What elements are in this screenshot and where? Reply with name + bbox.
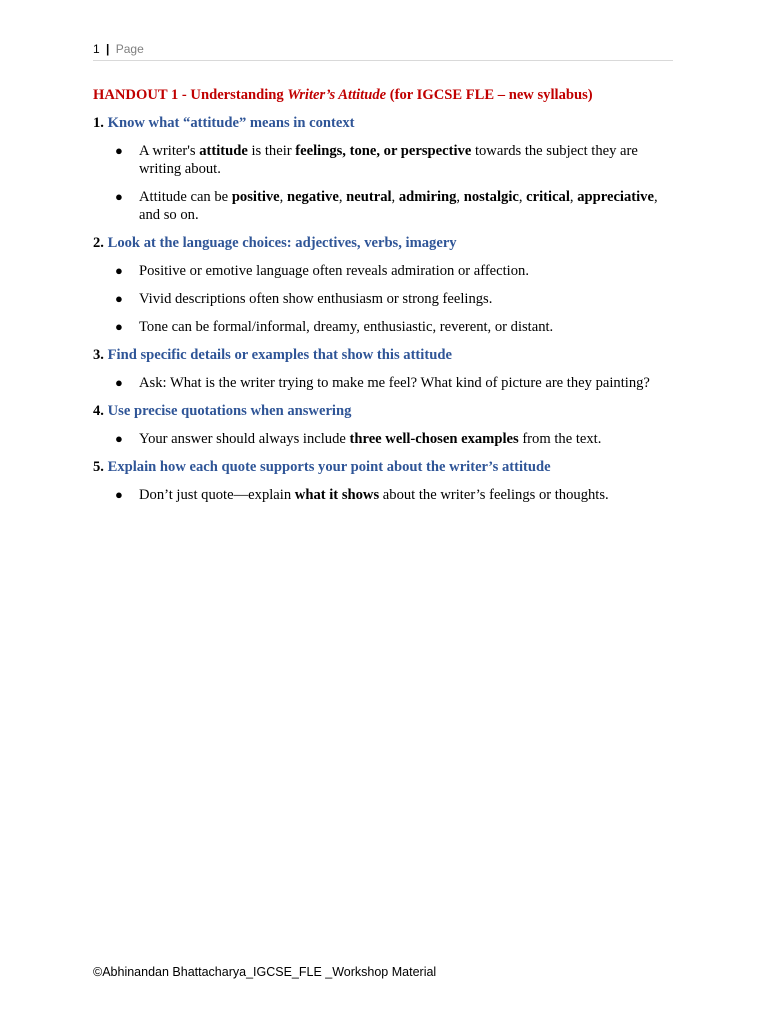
body-text: , and so on. (139, 189, 658, 223)
section-heading-text: Look at the language choices: adjectives, verbs, imagery (107, 235, 457, 251)
body-text: , (279, 189, 287, 205)
bullet-dot-icon: ● (115, 487, 123, 502)
bullet-dot-icon: ● (115, 291, 123, 306)
body-text: Your answer should always include (139, 431, 350, 447)
bullet-dot-icon: ● (115, 143, 123, 158)
bullet-item (93, 290, 673, 308)
body-text: , (569, 189, 578, 205)
body-text: , (338, 189, 347, 205)
bullet-item (93, 430, 673, 448)
title-italic: Writer’s Attitude (287, 87, 387, 103)
handout-title (93, 86, 673, 104)
page-number: 1 (93, 42, 100, 56)
bullet-item (93, 374, 673, 392)
section-number: 2. (93, 235, 104, 251)
body-text: is their (247, 143, 296, 159)
section-heading (93, 346, 673, 364)
section-heading-text: Find specific details or examples that show this attitude (107, 347, 452, 363)
body-text: , (518, 189, 527, 205)
bold-text: critical (526, 189, 570, 205)
body-text: Tone can be formal/informal, dreamy, enthusiastic, reverent, or distant. (139, 319, 554, 335)
bold-text: negative (286, 189, 339, 205)
body-text: , (391, 189, 399, 205)
section-heading (93, 234, 673, 252)
page-header (93, 42, 673, 61)
body-text: from the text. (518, 431, 602, 447)
handout-content (93, 86, 673, 514)
bullet-dot-icon: ● (115, 431, 123, 446)
title-part1: HANDOUT 1 - Understanding (93, 87, 288, 103)
bold-text: nostalgic (463, 189, 519, 205)
title-part2: (for IGCSE FLE – new syllabus) (386, 87, 593, 103)
bullet-list (93, 374, 673, 392)
body-text: A writer's (139, 143, 200, 159)
bullet-dot-icon: ● (115, 319, 123, 334)
section-heading (93, 402, 673, 420)
body-text: about the writer’s feelings or thoughts. (379, 487, 609, 503)
bold-text: admiring (398, 189, 457, 205)
body-text: Positive or emotive language often reveals admiration or affection. (139, 263, 529, 279)
bullet-item (93, 318, 673, 336)
bold-text: appreciative (577, 189, 654, 205)
bullet-item (93, 486, 673, 504)
section-number: 5. (93, 459, 104, 475)
page-separator: | (106, 42, 110, 56)
section-heading (93, 114, 673, 132)
body-text: Ask: What is the writer trying to make me feel? What kind of picture are they painting? (139, 375, 650, 391)
bullet-item (93, 262, 673, 280)
section-heading-text: Know what “attitude” means in context (107, 115, 355, 131)
bold-text: attitude (199, 143, 248, 159)
bold-text: neutral (346, 189, 392, 205)
section-number: 3. (93, 347, 104, 363)
section-number: 4. (93, 403, 104, 419)
section-number: 1. (93, 115, 104, 131)
body-text: towards the subject they are writing about. (139, 143, 638, 177)
section-list (93, 114, 673, 504)
body-text: , (456, 189, 464, 205)
page-footer: ©Abhinandan Bhattacharya_IGCSE_FLE _Workshop Material (93, 965, 437, 979)
bold-text: feelings, tone, or perspective (295, 143, 472, 159)
section-heading (93, 458, 673, 476)
bullet-list (93, 430, 673, 448)
bold-text: positive (231, 189, 280, 205)
body-text: Don’t just quote—explain (139, 487, 295, 503)
page-label: Page (115, 42, 144, 56)
body-text: Attitude can be (139, 189, 232, 205)
bullet-dot-icon: ● (115, 263, 123, 278)
section-heading-text: Explain how each quote supports your point about the writer’s attitude (107, 459, 551, 475)
bold-text: what it shows (294, 487, 380, 503)
section-heading-text: Use precise quotations when answering (107, 403, 352, 419)
bullet-dot-icon: ● (115, 375, 123, 390)
bold-text: three well-chosen examples (349, 431, 519, 447)
bullet-item (93, 188, 673, 224)
bullet-dot-icon: ● (115, 189, 123, 204)
bullet-list (93, 142, 673, 224)
bullet-list (93, 486, 673, 504)
bullet-list (93, 262, 673, 336)
bullet-item (93, 142, 673, 178)
body-text: Vivid descriptions often show enthusiasm or strong feelings. (139, 291, 493, 307)
